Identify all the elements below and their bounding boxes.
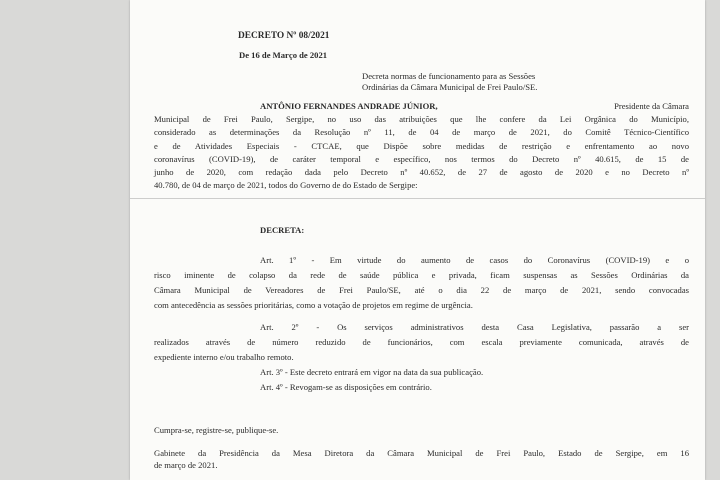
gabinete-line: Gabinete da Presidência da Mesa Diretora da Câmara Municipal de Frei Paulo, Estado de Sergipe, em 16 xyxy=(154,448,689,458)
art1-line: Art. 1º - Em virtude do aumento de casos do Coronavírus (COVID-19) e o xyxy=(260,255,689,265)
art2-line: realizados através de número reduzido de funcionários, com escala previamente comunicada, através de xyxy=(154,337,689,347)
document-page xyxy=(130,0,705,480)
art3-line: Art. 3º - Este decreto entrará em vigor na data da sua publicação. xyxy=(260,367,484,377)
preamble-line: considerado as determinações da Resolução nº 11, de 04 de março de 2021, do Comitê Técnico-Científico xyxy=(154,127,689,137)
art1-line: Câmara Municipal de Vereadores de Frei Paulo/SE, até o dia 22 de março de 2021, sendo convocadas xyxy=(154,285,689,295)
gabinete-line: de março de 2021. xyxy=(154,460,218,470)
art1-line: risco iminente de colapso da rede de saúde pública e privada, ficam suspensas as Sessões Ordinárias da xyxy=(154,270,689,280)
signatory-name: ANTÔNIO FERNANDES ANDRADE JÚNIOR, xyxy=(260,101,438,111)
preamble-line: Municipal de Frei Paulo, Sergipe, no uso das atribuições que lhe confere da Lei Orgânica do Município, xyxy=(154,114,689,124)
preamble-first-line xyxy=(260,101,689,112)
scan-fold-line xyxy=(130,198,705,199)
decreta-heading: DECRETA: xyxy=(260,225,305,235)
signatory-role: Presidente da Câmara xyxy=(614,101,689,111)
art1-line: com antecedência as sessões prioritárias, como a votação de projetos em regime de urgência. xyxy=(154,300,473,310)
art2-line: Art. 2º - Os serviços administrativos desta Casa Legislativa, passarão a ser xyxy=(260,322,689,332)
art2-line: expediente interno e/ou trabalho remoto. xyxy=(154,352,294,362)
ementa-line-2: Ordinárias da Câmara Municipal de Frei Paulo/SE. xyxy=(362,82,538,92)
preamble-line: e de Atividades Especiais - CTCAE, que Dispõe sobre medidas de restrição e enfrentamento ao novo xyxy=(154,141,689,151)
decree-title: DECRETO Nº 08/2021 xyxy=(238,31,330,41)
art4-line: Art. 4º - Revogam-se as disposições em contrário. xyxy=(260,382,432,392)
preamble-line: coronavírus (COVID-19), de caráter temporal e específico, nos termos do Decreto nº 40.615, de 15 de xyxy=(154,154,689,164)
closing-line: Cumpra-se, registre-se, publique-se. xyxy=(154,425,279,435)
preamble-line: 40.780, de 04 de março de 2021, todos do Governo de do Estado de Sergipe: xyxy=(154,180,418,190)
preamble-line: junho de 2020, com redação dada pelo Decreto nº 40.652, de 27 de agosto de 2020 e no Decreto nº xyxy=(154,167,689,177)
decree-date: De 16 de Março de 2021 xyxy=(239,50,328,60)
ementa-line-1: Decreta normas de funcionamento para as Sessões xyxy=(362,71,536,81)
